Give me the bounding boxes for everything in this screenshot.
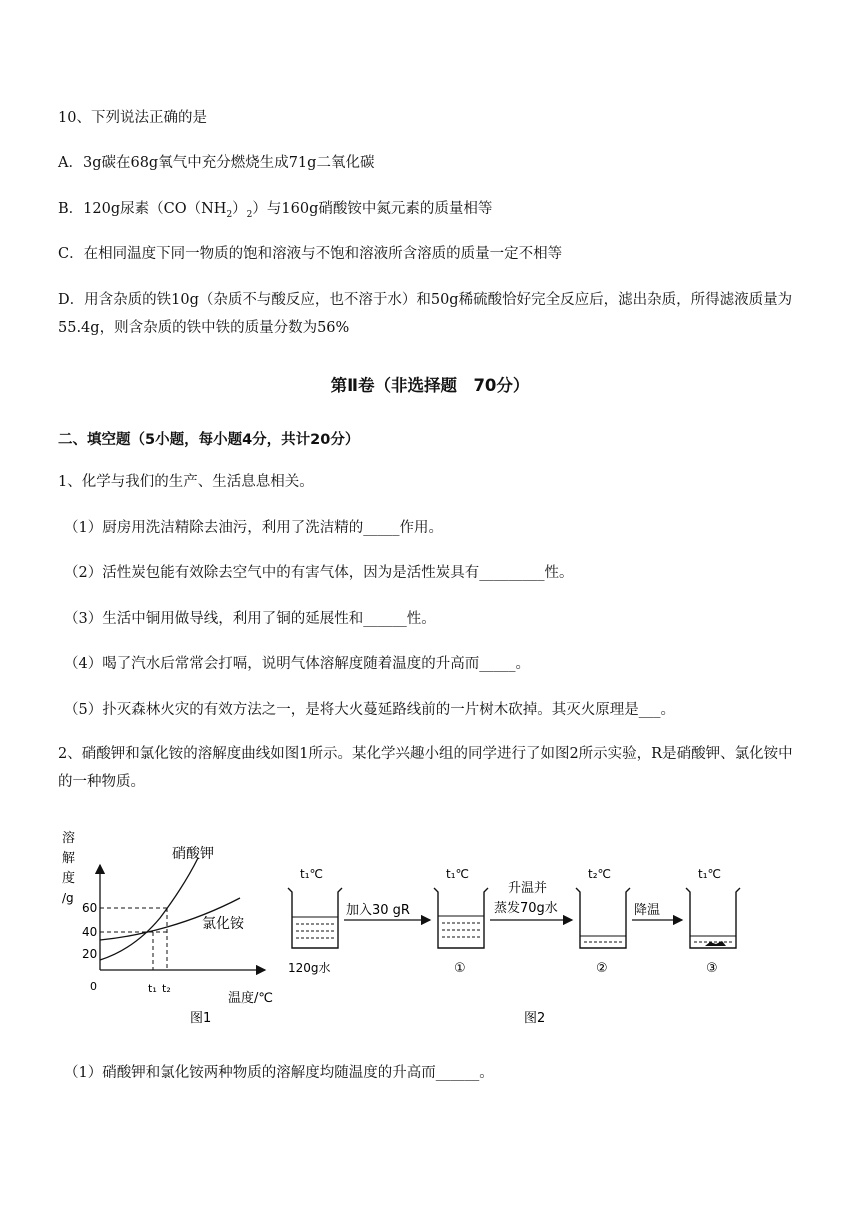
fig1-xtick-t1: t₁ (148, 982, 157, 995)
fig2-beaker-3-temp: t₁℃ (698, 867, 721, 881)
fig2-beaker-1-temp: t₁℃ (446, 867, 469, 881)
fig1-caption: 图1 (190, 1011, 212, 1026)
figure-area (50, 820, 810, 1030)
fig2-step-2-line-2: 蒸发70g水 (494, 901, 558, 916)
fig1-ylabel-4: /g (62, 891, 74, 905)
figure-1-solubility-chart (62, 830, 273, 1026)
fig1-ylabel-2: 解 (62, 851, 76, 866)
fig2-beaker-0-temp: t₁℃ (300, 867, 323, 881)
part-2-title: 第Ⅱ卷（非选择题 70分） (330, 376, 530, 395)
question-1-sub-5: （5）扑灭森林火灾的有效方法之一，是将大火蔓延路线前的一片树木砍掉。其灭火原理是___。 (64, 702, 675, 718)
fig2-beaker-3 (686, 888, 740, 948)
question-10-option-d: D．用含杂质的铁10g（杂质不与酸反应，也不溶于水）和50g稀硫酸恰好完全反应后，滤出杂质，所得滤液质量为55.4g，则含杂质的铁中铁的质量分数为56% (58, 292, 793, 336)
fig2-beaker-1-label: ① (454, 961, 466, 976)
question-10-stem: 10、下列说法正确的是 (58, 110, 207, 126)
fig2-step-1: 加入30 gR (346, 903, 410, 918)
fig1-curve-potassium-nitrate (100, 858, 198, 960)
figure-svg (50, 820, 810, 1030)
fig1-ytick-20: 20 (82, 947, 98, 961)
question-10-option-c: C．在相同温度下同一物质的饱和溶液与不饱和溶液所含溶质的质量一定不相等 (58, 246, 563, 262)
fig2-beaker-2 (576, 888, 630, 948)
fig2-beaker-1 (434, 888, 488, 948)
fig2-caption: 图2 (524, 1011, 546, 1026)
fig1-ylabel-3: 度 (62, 871, 76, 886)
fig2-beaker-0-label: 120g水 (288, 961, 331, 975)
figure-2-experiment (288, 867, 740, 1026)
question-1-stem: 1、化学与我们的生产、生活息息相关。 (58, 474, 314, 490)
question-1-sub-1: （1）厨房用洗洁精除去油污，利用了洗洁精的_____作用。 (64, 520, 443, 536)
fig2-step-2-line-1: 升温并 (508, 881, 548, 896)
fig2-step-3: 降温 (634, 903, 661, 918)
fig1-ytick-40: 40 (82, 925, 98, 939)
question-2-sub-1: （1）硝酸钾和氯化铵两种物质的溶解度均随温度的升高而______。 (64, 1065, 494, 1081)
fig1-ylabel-1: 溶 (62, 831, 76, 846)
question-2-stem: 2、硝酸钾和氯化铵的溶解度曲线如图1所示。某化学兴趣小组的同学进行了如图2所示实验，R是硝酸钾、氯化铵中的一种物质。 (58, 746, 793, 790)
fig1-xlabel: 温度/℃ (228, 991, 273, 1006)
fig1-ytick-60: 60 (82, 901, 98, 915)
fig2-beaker-0 (288, 888, 342, 948)
fig1-xtick-t2: t₂ (162, 982, 171, 995)
fig1-label-ammonium-chloride: 氯化铵 (202, 916, 244, 932)
fig1-origin: 0 (90, 980, 97, 993)
fig2-beaker-2-temp: t₂℃ (588, 867, 611, 881)
fig1-label-potassium-nitrate: 硝酸钾 (172, 846, 214, 862)
fig2-beaker-3-label: ③ (706, 961, 718, 976)
question-10-option-b: B．120g尿素$(CO(NH_2)_2)$与160g硝酸铵中氮元素的质量相等 (58, 201, 493, 220)
question-1-sub-3: （3）生活中铜用做导线，利用了铜的延展性和______性。 (64, 611, 436, 627)
question-1-sub-4: （4）喝了汽水后常常会打嗝，说明气体溶解度随着温度的升高而_____。 (64, 656, 530, 672)
section-heading: 二、填空题（5小题，每小题4分，共计20分） (58, 432, 360, 448)
question-10-option-a: A．3g碳在68g氧气中充分燃烧生成71g二氧化碳 (58, 155, 375, 171)
fig2-beaker-2-label: ② (596, 961, 608, 976)
question-1-sub-2: （2）活性炭包能有效除去空气中的有害气体，因为是活性炭具有_________性。 (64, 565, 574, 581)
